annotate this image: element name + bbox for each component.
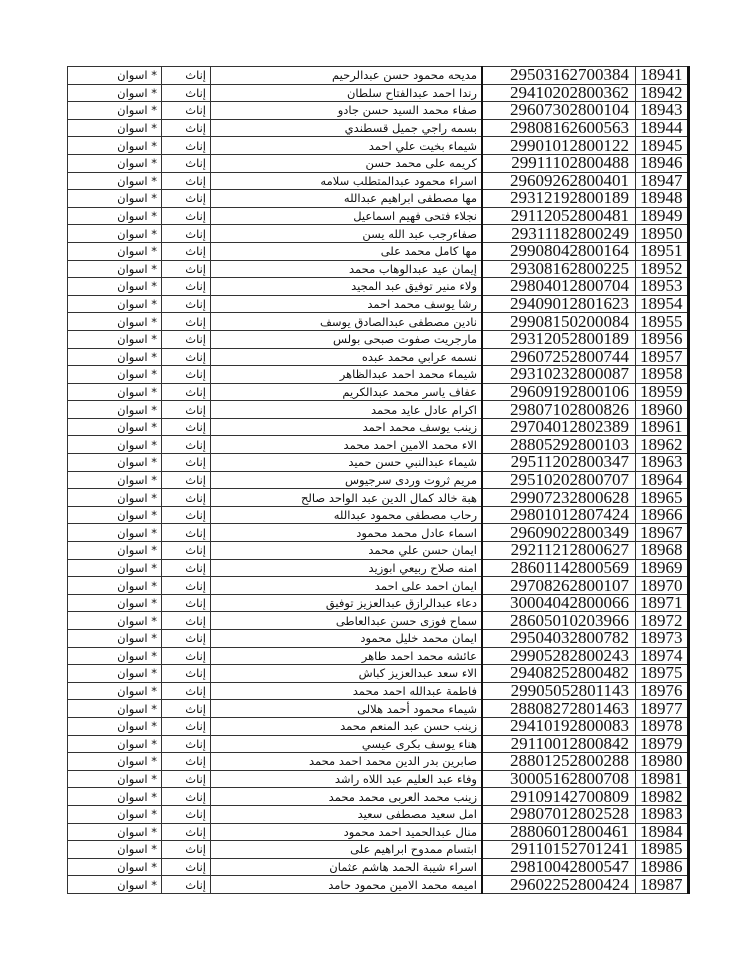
- serial-number-cell: 18949: [636, 207, 689, 225]
- gender-cell: إناث: [162, 577, 211, 595]
- national-id-cell: 29911102800488: [482, 154, 636, 172]
- serial-number-cell: 18980: [636, 753, 689, 771]
- table-row: [68, 102, 689, 120]
- table-row: [68, 717, 689, 735]
- table-row: [68, 348, 689, 366]
- name-cell: امل سعيد مصطفى سعيد: [211, 805, 483, 823]
- name-cell: اسراء محمود عبدالمتطلب سلامه: [211, 172, 483, 190]
- gender-cell: إناث: [162, 471, 211, 489]
- serial-number-cell: 18950: [636, 225, 689, 243]
- serial-number-cell: 18952: [636, 260, 689, 278]
- table-row: [68, 841, 689, 859]
- city-cell: اسوان *: [68, 735, 162, 753]
- serial-number-cell: 18983: [636, 805, 689, 823]
- national-id-cell: 29804012800704: [482, 278, 636, 296]
- city-cell: اسوان *: [68, 418, 162, 436]
- name-cell: عائشه محمد احمد طاهر: [211, 647, 483, 665]
- gender-cell: إناث: [162, 154, 211, 172]
- city-cell: اسوان *: [68, 489, 162, 507]
- city-cell: اسوان *: [68, 876, 162, 894]
- name-cell: مها مصطفى ابراهيم عبدالله: [211, 190, 483, 208]
- serial-number-cell: 18974: [636, 647, 689, 665]
- city-cell: اسوان *: [68, 401, 162, 419]
- city-cell: اسوان *: [68, 366, 162, 384]
- national-id-cell: 29409012801623: [482, 295, 636, 313]
- gender-cell: إناث: [162, 682, 211, 700]
- city-cell: اسوان *: [68, 700, 162, 718]
- table-row: [68, 190, 689, 208]
- national-id-cell: 29609262800401: [482, 172, 636, 190]
- name-cell: هبة خالد كمال الدين عبد الواحد صالح: [211, 489, 483, 507]
- name-cell: اسراء شيبة الحمد هاشم عثمان: [211, 858, 483, 876]
- name-cell: بسمه راجي جميل قسطندي: [211, 119, 483, 137]
- name-cell: ايمان احمد على احمد: [211, 577, 483, 595]
- name-cell: ولاء منير توفيق عبد المجيد: [211, 278, 483, 296]
- national-id-cell: 29308162800225: [482, 260, 636, 278]
- national-id-cell: 29807102800826: [482, 401, 636, 419]
- serial-number-cell: 18943: [636, 102, 689, 120]
- national-id-cell: 30005162800708: [482, 770, 636, 788]
- table-row: [68, 295, 689, 313]
- serial-number-cell: 18966: [636, 506, 689, 524]
- serial-number-cell: 18970: [636, 577, 689, 595]
- national-id-cell: 29109142700809: [482, 788, 636, 806]
- national-id-cell: 29901012800122: [482, 137, 636, 155]
- city-cell: اسوان *: [68, 559, 162, 577]
- gender-cell: إناث: [162, 841, 211, 859]
- table-row: [68, 700, 689, 718]
- table-row: [68, 67, 689, 85]
- gender-cell: إناث: [162, 190, 211, 208]
- serial-number-cell: 18987: [636, 876, 689, 894]
- serial-number-cell: 18972: [636, 612, 689, 630]
- name-cell: رشا يوسف محمد احمد: [211, 295, 483, 313]
- table-row: [68, 612, 689, 630]
- name-cell: زينب محمد العربى محمد محمد: [211, 788, 483, 806]
- city-cell: اسوان *: [68, 841, 162, 859]
- city-cell: اسوان *: [68, 577, 162, 595]
- city-cell: اسوان *: [68, 665, 162, 683]
- gender-cell: إناث: [162, 84, 211, 102]
- national-id-cell: 29511202800347: [482, 454, 636, 472]
- national-id-cell: 29807012802528: [482, 805, 636, 823]
- table-row: [68, 735, 689, 753]
- city-cell: اسوان *: [68, 260, 162, 278]
- table-row: [68, 665, 689, 683]
- gender-cell: إناث: [162, 700, 211, 718]
- serial-number-cell: 18986: [636, 858, 689, 876]
- national-id-cell: 29310232800087: [482, 366, 636, 384]
- gender-cell: إناث: [162, 735, 211, 753]
- serial-number-cell: 18958: [636, 366, 689, 384]
- gender-cell: إناث: [162, 876, 211, 894]
- national-id-cell: 29311182800249: [482, 225, 636, 243]
- name-cell: اكرام عادل عايد محمد: [211, 401, 483, 419]
- name-cell: مديحه محمود حسن عبدالرحيم: [211, 67, 483, 85]
- gender-cell: إناث: [162, 524, 211, 542]
- national-id-cell: 29908042800164: [482, 242, 636, 260]
- table-row: [68, 542, 689, 560]
- table-row: [68, 436, 689, 454]
- table-row: [68, 366, 689, 384]
- table-row: [68, 84, 689, 102]
- table-row: [68, 559, 689, 577]
- city-cell: اسوان *: [68, 717, 162, 735]
- name-cell: منال عبدالحميد احمد محمود: [211, 823, 483, 841]
- national-id-cell: 29312052800189: [482, 330, 636, 348]
- gender-cell: إناث: [162, 278, 211, 296]
- city-cell: اسوان *: [68, 647, 162, 665]
- national-id-cell: 29808162600563: [482, 119, 636, 137]
- city-cell: اسوان *: [68, 612, 162, 630]
- serial-number-cell: 18985: [636, 841, 689, 859]
- name-cell: صفاء محمد السيد حسن جادو: [211, 102, 483, 120]
- table-row: [68, 401, 689, 419]
- city-cell: اسوان *: [68, 506, 162, 524]
- gender-cell: إناث: [162, 489, 211, 507]
- gender-cell: إناث: [162, 542, 211, 560]
- name-cell: وفاء عبد العليم عبد اللاه راشد: [211, 770, 483, 788]
- gender-cell: إناث: [162, 313, 211, 331]
- gender-cell: إناث: [162, 366, 211, 384]
- serial-number-cell: 18967: [636, 524, 689, 542]
- serial-number-cell: 18976: [636, 682, 689, 700]
- gender-cell: إناث: [162, 770, 211, 788]
- name-cell: هناء يوسف بكرى عيسي: [211, 735, 483, 753]
- city-cell: اسوان *: [68, 630, 162, 648]
- national-id-cell: 28605010203966: [482, 612, 636, 630]
- name-cell: عفاف ياسر محمد عبدالكريم: [211, 383, 483, 401]
- gender-cell: إناث: [162, 119, 211, 137]
- gender-cell: إناث: [162, 137, 211, 155]
- table-row: [68, 506, 689, 524]
- name-cell: شيماء محمد احمد عبدالظاهر: [211, 366, 483, 384]
- serial-number-cell: 18964: [636, 471, 689, 489]
- national-id-cell: 29708262800107: [482, 577, 636, 595]
- name-cell: زينب حسن عبد المنعم محمد: [211, 717, 483, 735]
- national-id-cell: 29110152701241: [482, 841, 636, 859]
- serial-number-cell: 18941: [636, 67, 689, 85]
- name-cell: كريمه على محمد حسن: [211, 154, 483, 172]
- gender-cell: إناث: [162, 559, 211, 577]
- city-cell: اسوان *: [68, 348, 162, 366]
- national-id-cell: 29810042800547: [482, 858, 636, 876]
- city-cell: اسوان *: [68, 471, 162, 489]
- national-id-cell: 28806012800461: [482, 823, 636, 841]
- national-id-cell: 29410192800083: [482, 717, 636, 735]
- city-cell: اسوان *: [68, 383, 162, 401]
- city-cell: اسوان *: [68, 682, 162, 700]
- name-cell: مها كامل محمد على: [211, 242, 483, 260]
- gender-cell: إناث: [162, 665, 211, 683]
- serial-number-cell: 18955: [636, 313, 689, 331]
- name-cell: الاء محمد الامين احمد محمد: [211, 436, 483, 454]
- serial-number-cell: 18968: [636, 542, 689, 560]
- city-cell: اسوان *: [68, 67, 162, 85]
- name-cell: نجلاء فتحى فهيم اسماعيل: [211, 207, 483, 225]
- serial-number-cell: 18961: [636, 418, 689, 436]
- serial-number-cell: 18981: [636, 770, 689, 788]
- national-id-cell: 29110012800842: [482, 735, 636, 753]
- table-row: [68, 383, 689, 401]
- table-row: [68, 172, 689, 190]
- national-id-cell: 29112052800481: [482, 207, 636, 225]
- serial-number-cell: 18956: [636, 330, 689, 348]
- table-row: [68, 823, 689, 841]
- gender-cell: إناث: [162, 348, 211, 366]
- gender-cell: إناث: [162, 823, 211, 841]
- name-cell: سماح فوزى حسن عبدالعاطى: [211, 612, 483, 630]
- serial-number-cell: 18975: [636, 665, 689, 683]
- city-cell: اسوان *: [68, 770, 162, 788]
- name-cell: نسمه عرابي محمد عبده: [211, 348, 483, 366]
- gender-cell: إناث: [162, 242, 211, 260]
- gender-cell: إناث: [162, 102, 211, 120]
- national-id-cell: 28805292800103: [482, 436, 636, 454]
- table-row: [68, 242, 689, 260]
- city-cell: اسوان *: [68, 805, 162, 823]
- city-cell: اسوان *: [68, 454, 162, 472]
- national-id-cell: 29510202800707: [482, 471, 636, 489]
- table-row: [68, 260, 689, 278]
- name-cell: اسماء عادل محمد محمود: [211, 524, 483, 542]
- name-cell: ايمان محمد خليل محمود: [211, 630, 483, 648]
- gender-cell: إناث: [162, 454, 211, 472]
- national-id-cell: 29607302800104: [482, 102, 636, 120]
- name-cell: رندا احمد عبدالفتاح سلطان: [211, 84, 483, 102]
- gender-cell: إناث: [162, 207, 211, 225]
- table-row: [68, 753, 689, 771]
- national-id-cell: 28601142800569: [482, 559, 636, 577]
- national-id-cell: 30004042800066: [482, 594, 636, 612]
- table-row: [68, 524, 689, 542]
- city-cell: اسوان *: [68, 313, 162, 331]
- city-cell: اسوان *: [68, 542, 162, 560]
- national-id-cell: 29211212800627: [482, 542, 636, 560]
- city-cell: اسوان *: [68, 278, 162, 296]
- serial-number-cell: 18971: [636, 594, 689, 612]
- national-id-cell: 29312192800189: [482, 190, 636, 208]
- city-cell: اسوان *: [68, 858, 162, 876]
- gender-cell: إناث: [162, 612, 211, 630]
- name-cell: مارجريت صفوت صبحى بولس: [211, 330, 483, 348]
- table-row: [68, 471, 689, 489]
- table-row: [68, 313, 689, 331]
- city-cell: اسوان *: [68, 154, 162, 172]
- gender-cell: إناث: [162, 67, 211, 85]
- national-id-cell: 29504032800782: [482, 630, 636, 648]
- city-cell: اسوان *: [68, 102, 162, 120]
- name-cell: شيماء محمود أحمد هلالى: [211, 700, 483, 718]
- gender-cell: إناث: [162, 805, 211, 823]
- name-cell: فاطمة عبدالله احمد محمد: [211, 682, 483, 700]
- name-cell: ايمان حسن علي محمد: [211, 542, 483, 560]
- table-row: [68, 278, 689, 296]
- gender-cell: إناث: [162, 858, 211, 876]
- serial-number-cell: 18942: [636, 84, 689, 102]
- gender-cell: إناث: [162, 788, 211, 806]
- city-cell: اسوان *: [68, 295, 162, 313]
- name-cell: صابرين بدر الدين محمد احمد محمد: [211, 753, 483, 771]
- national-id-cell: 29609192800106: [482, 383, 636, 401]
- table-row: [68, 137, 689, 155]
- serial-number-cell: 18969: [636, 559, 689, 577]
- national-id-cell: 29602252800424: [482, 876, 636, 894]
- national-id-cell: 29908150200084: [482, 313, 636, 331]
- serial-number-cell: 18979: [636, 735, 689, 753]
- table-row: [68, 630, 689, 648]
- name-cell: رحاب مصطفى محمود عبدالله: [211, 506, 483, 524]
- name-cell: الاء سعد عبدالعزيز كباش: [211, 665, 483, 683]
- table-row: [68, 647, 689, 665]
- name-cell: مريم ثروت وردى سرجيوس: [211, 471, 483, 489]
- national-id-cell: 29907232800628: [482, 489, 636, 507]
- table-row: [68, 154, 689, 172]
- serial-number-cell: 18954: [636, 295, 689, 313]
- table-row: [68, 788, 689, 806]
- table-row: [68, 805, 689, 823]
- serial-number-cell: 18953: [636, 278, 689, 296]
- gender-cell: إناث: [162, 383, 211, 401]
- table-row: [68, 207, 689, 225]
- national-id-cell: 29801012807424: [482, 506, 636, 524]
- national-id-cell: 29704012802389: [482, 418, 636, 436]
- gender-cell: إناث: [162, 418, 211, 436]
- city-cell: اسوان *: [68, 594, 162, 612]
- name-cell: اميمه محمد الامين محمود حامد: [211, 876, 483, 894]
- gender-cell: إناث: [162, 401, 211, 419]
- serial-number-cell: 18948: [636, 190, 689, 208]
- serial-number-cell: 18978: [636, 717, 689, 735]
- name-cell: دعاء عبدالرازق عبدالعزيز توفيق: [211, 594, 483, 612]
- serial-number-cell: 18959: [636, 383, 689, 401]
- city-cell: اسوان *: [68, 524, 162, 542]
- name-cell: صفاءرجب عبد الله يسن: [211, 225, 483, 243]
- serial-number-cell: 18973: [636, 630, 689, 648]
- name-cell: ابتسام ممدوح ابراهيم على: [211, 841, 483, 859]
- city-cell: اسوان *: [68, 190, 162, 208]
- table-row: [68, 489, 689, 507]
- table-row: [68, 454, 689, 472]
- serial-number-cell: 18960: [636, 401, 689, 419]
- gender-cell: إناث: [162, 647, 211, 665]
- serial-number-cell: 18984: [636, 823, 689, 841]
- table-row: [68, 119, 689, 137]
- gender-cell: إناث: [162, 753, 211, 771]
- serial-number-cell: 18977: [636, 700, 689, 718]
- serial-number-cell: 18945: [636, 137, 689, 155]
- gender-cell: إناث: [162, 717, 211, 735]
- name-cell: شيماء بخيت علي احمد: [211, 137, 483, 155]
- table-row: [68, 770, 689, 788]
- city-cell: اسوان *: [68, 242, 162, 260]
- serial-number-cell: 18957: [636, 348, 689, 366]
- gender-cell: إناث: [162, 172, 211, 190]
- gender-cell: إناث: [162, 630, 211, 648]
- city-cell: اسوان *: [68, 207, 162, 225]
- name-cell: إيمان عيد عبدالوهاب محمد: [211, 260, 483, 278]
- city-cell: اسوان *: [68, 137, 162, 155]
- national-id-cell: 28801252800288: [482, 753, 636, 771]
- name-cell: امنه صلاح ربيعي ابوزيد: [211, 559, 483, 577]
- city-cell: اسوان *: [68, 436, 162, 454]
- city-cell: اسوان *: [68, 823, 162, 841]
- serial-number-cell: 18951: [636, 242, 689, 260]
- table-row: [68, 682, 689, 700]
- national-id-cell: 29607252800744: [482, 348, 636, 366]
- serial-number-cell: 18947: [636, 172, 689, 190]
- national-id-cell: 29410202800362: [482, 84, 636, 102]
- national-id-cell: 28808272801463: [482, 700, 636, 718]
- serial-number-cell: 18982: [636, 788, 689, 806]
- table-row: [68, 330, 689, 348]
- table-row: [68, 577, 689, 595]
- city-cell: اسوان *: [68, 330, 162, 348]
- name-cell: نادين مصطفى عبدالصادق يوسف: [211, 313, 483, 331]
- names-table: [67, 66, 690, 894]
- serial-number-cell: 18963: [636, 454, 689, 472]
- serial-number-cell: 18965: [636, 489, 689, 507]
- national-id-cell: 29905282800243: [482, 647, 636, 665]
- table-row: [68, 225, 689, 243]
- city-cell: اسوان *: [68, 788, 162, 806]
- gender-cell: إناث: [162, 506, 211, 524]
- national-id-cell: 29609022800349: [482, 524, 636, 542]
- gender-cell: إناث: [162, 260, 211, 278]
- name-cell: شيماء عبدالنبي حسن حميد: [211, 454, 483, 472]
- table-row: [68, 594, 689, 612]
- city-cell: اسوان *: [68, 172, 162, 190]
- gender-cell: إناث: [162, 295, 211, 313]
- city-cell: اسوان *: [68, 225, 162, 243]
- table-row: [68, 876, 689, 894]
- city-cell: اسوان *: [68, 84, 162, 102]
- city-cell: اسوان *: [68, 119, 162, 137]
- serial-number-cell: 18944: [636, 119, 689, 137]
- table-row: [68, 418, 689, 436]
- city-cell: اسوان *: [68, 753, 162, 771]
- serial-number-cell: 18962: [636, 436, 689, 454]
- gender-cell: إناث: [162, 594, 211, 612]
- national-id-cell: 29905052801143: [482, 682, 636, 700]
- national-id-cell: 29408252800482: [482, 665, 636, 683]
- serial-number-cell: 18946: [636, 154, 689, 172]
- gender-cell: إناث: [162, 330, 211, 348]
- name-cell: زينب يوسف محمد احمد: [211, 418, 483, 436]
- gender-cell: إناث: [162, 436, 211, 454]
- table-row: [68, 858, 689, 876]
- gender-cell: إناث: [162, 225, 211, 243]
- national-id-cell: 29503162700384: [482, 67, 636, 85]
